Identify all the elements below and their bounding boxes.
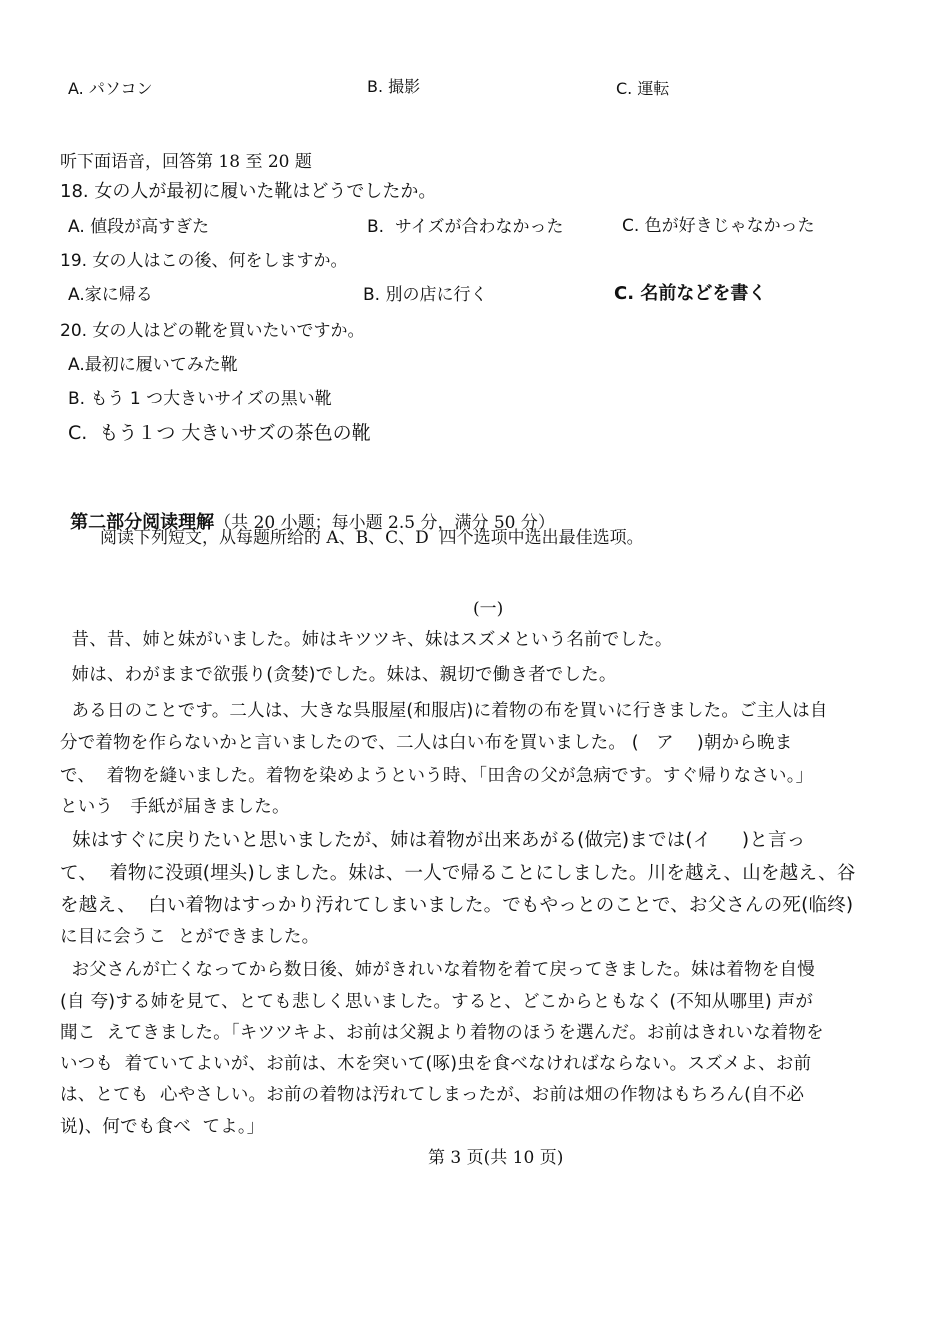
passage-line: 分で着物を作らないかと言いましたので、二人は白い布を買いました。 ( ア )朝から晩ま — [60, 733, 793, 753]
passage-line: 说)、何でも食べ てよ。」 — [60, 1117, 265, 1137]
passage-line: て、 着物に没頭(埋头)しました。妹は、一人で帰ることにしました。川を越え、山を越え、谷 — [60, 863, 856, 884]
part2-score-info: （共 20 小题；每小题 2.5 分，满分 50 分） — [214, 513, 555, 533]
q17-option-b: B. 撮影 — [367, 77, 421, 96]
q20-question: 20. 女の人はどの靴を買いたいですか。 — [60, 321, 365, 341]
passage-line: 昔、昔、姉と妹がいました。姉はキツツキ、妹はスズメという名前でした。 — [60, 630, 673, 650]
q17-option-c: C. 運転 — [616, 79, 670, 98]
passage-line: いつも 着ていてよいが、お前は、木を突いて(啄)虫を食べなければならない。スズメよ、お前 — [60, 1054, 812, 1074]
page-number: 第 3 页(共 10 页) — [428, 1148, 564, 1168]
q20-option-c: C. もう１つ 大きいサズの茶色の靴 — [68, 422, 371, 444]
q18-option-a: A. 値段が高すぎた — [68, 217, 210, 237]
q20-option-a: A.最初に履いてみた靴 — [68, 355, 238, 375]
passage-line: という 手紙が届きました。 — [60, 797, 290, 817]
passage-line: は、とても 心やさしい。お前の着物は汚れてしまったが、お前は畑の作物はもちろん(自不必 — [60, 1085, 805, 1105]
passage-line: ある日のことです。二人は、大きな呉服屋(和服店)に着物の布を買いに行きました。ご主人は自 — [60, 701, 828, 721]
q19-question: 19. 女の人はこの後、何をしますか。 — [60, 251, 348, 271]
passage-line: 聞こ えてきました。「キツツキよ、お前は父親より着物のほうを選んだ。お前はきれいな着物を — [60, 1023, 824, 1043]
q19-option-a: A.家に帰る — [68, 285, 153, 305]
q17-option-a: A. パソコン — [68, 79, 153, 98]
passage-line: に目に会うこ とができました。 — [60, 927, 320, 947]
q18-option-b: B. サイズが合わなかった — [367, 217, 564, 237]
passage-number: (一) — [473, 599, 504, 619]
listening-instruction: 听下面语音，回答第 18 至 20 题 — [60, 152, 312, 172]
q18-question: 18. 女の人が最初に履いた靴はどうでしたか。 — [60, 181, 437, 202]
q19-option-c: C. 名前などを書く — [614, 283, 767, 304]
q19-option-b: B. 別の店に行く — [363, 285, 488, 305]
part2-heading: 第二部分阅读理解 — [70, 512, 215, 533]
q20-option-b: B. もう 1 つ大きいサイズの黒い靴 — [68, 389, 332, 409]
q18-option-c: C. 色が好きじゃなかった — [622, 216, 815, 236]
passage-line: で、 着物を縫いました。着物を染めようという時、「田舎の父が急病です。すぐ帰りなさい。」 — [60, 766, 814, 786]
passage-line: (自 夸)する姉を見て、とても悲しく思いました。すると、どこからともなく (不知从哪里) 声が — [60, 992, 814, 1012]
passage-line: お父さんが亡くなってから数日後、姉がきれいな着物を着て戻ってきました。妹は着物を自慢 — [60, 960, 815, 980]
passage-line: 妹はすぐに戻りたいと思いましたが、姉は着物が出来あがる(做完)までは(イ )と言っ — [60, 830, 806, 851]
part2-instruction: 阅读下列短文，从每题所给的 A、B、C、D 四个选项中选出最佳选项。 — [100, 528, 644, 548]
passage-line: を越え、 白い着物はすっかり汚れてしまいました。でもやっとのことで、お父さんの死(临终) — [60, 895, 854, 916]
passage-line: 姉は、わがままで欲張り(贪婪)でした。妹は、親切で働き者でした。 — [60, 665, 617, 685]
